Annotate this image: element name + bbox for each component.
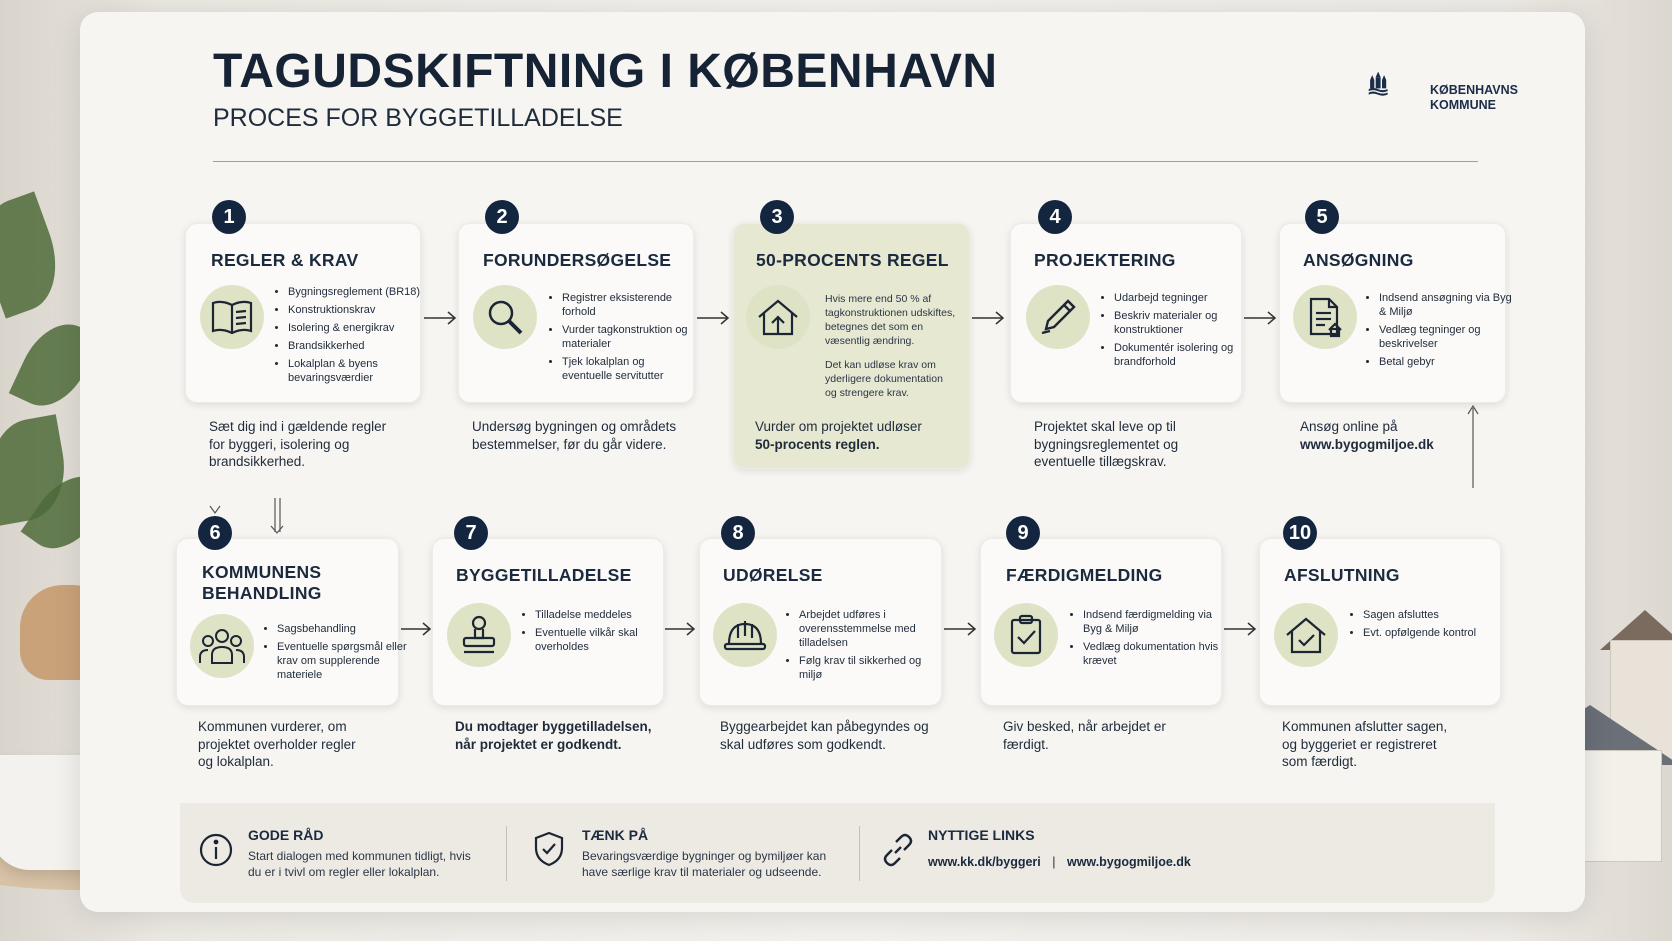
step-description-10: Kommunen afslutter sagen, og byggeriet er registreret som færdigt. [1282, 719, 1448, 769]
link-kk[interactable]: www.kk.dk/byggeri [928, 855, 1041, 869]
bullet-item: • Beskriv materialer og konstruktioner [1114, 309, 1244, 337]
footer-divider [506, 826, 507, 881]
house-arrow-icon [756, 297, 800, 337]
bullet-item: • Eventuelle spørgsmål eller krav om supplerende materiele [277, 640, 407, 682]
arrow-right-icon [970, 310, 1006, 326]
tips-text: Start dialogen med kommunen tidligt, hvis du er i tvivl om regler eller lokalplan. [248, 849, 471, 879]
step-icon-circle-5 [1293, 285, 1357, 349]
step-number-7: 7 [454, 516, 488, 550]
bullet-item: • Indsend ansøgning via Byg & Miljø [1379, 291, 1514, 319]
step-description-5-text: Ansøg online på [1300, 419, 1398, 434]
step-icon-circle-9 [994, 603, 1058, 667]
book-icon [210, 299, 254, 335]
copenhagen-logo-icon [1368, 45, 1424, 123]
bullet-item: • Vurder tagkonstruktion og materialer [562, 323, 697, 351]
step-title-4: PROJEKTERING [1034, 250, 1176, 270]
bullet-item: • Udarbejd tegninger [1114, 291, 1244, 305]
bullet-item: • Isolering & energikrav [288, 321, 428, 335]
page-title: TAGUDSKIFTNING I KØBENHAVN [213, 45, 998, 98]
logo-text [1430, 83, 1518, 113]
step-bullets-10 [1351, 608, 1503, 644]
shield-check-icon [532, 830, 566, 868]
step-title-9: FÆRDIGMELDING [1006, 565, 1163, 585]
step-number-10: 10 [1283, 516, 1317, 550]
arrow-right-icon [1222, 621, 1258, 637]
step-icon-circle-6 [190, 614, 254, 678]
step-number-8: 8 [721, 516, 755, 550]
arrow-right-icon [1242, 310, 1278, 326]
think-text: Bevaringsværdige bygninger og bymiljøer kan have særlige krav til materialer og udseende. [582, 849, 827, 879]
bullet-item: • Tilladelse meddeles [535, 608, 670, 622]
link-icon [880, 832, 916, 868]
step-bullets-5 [1367, 291, 1514, 373]
bullet-item: • Vedlæg tegninger og beskrivelser [1379, 323, 1514, 351]
step-bullets-6 [265, 622, 407, 686]
step-number-3: 3 [760, 200, 794, 234]
arrow-right-icon [942, 621, 978, 637]
step-icon-circle-4 [1026, 285, 1090, 349]
link-separator: | [1052, 855, 1056, 869]
step-bullets-9 [1071, 608, 1228, 672]
bullet-item: • Bygningsreglement (BR18) [288, 285, 428, 299]
step-title-5: ANSØGNING [1303, 250, 1414, 270]
step-description-7: Du modtager byggetilladelsen, når projektet er godkendt. [455, 719, 652, 752]
step-title-6: KOMMUNENS BEHANDLING [202, 562, 322, 603]
page-subtitle: PROCES FOR BYGGETILLADELSE [213, 104, 623, 132]
step-description-2: Undersøg bygningen og områdets bestemmelser, før du går videre. [472, 419, 677, 452]
step-title-3: 50-PROCENTS REGEL [756, 250, 949, 270]
step-description-5-link[interactable]: www.bygogmiljoe.dk [1300, 436, 1434, 452]
links-title: NYTTIGE LINKS [928, 827, 1035, 843]
arrow-right-icon [399, 621, 433, 637]
header-divider [213, 161, 1478, 162]
step-text-3b: Det kan udløse krav om yderligere dokumentation og strengere krav. [825, 359, 943, 399]
logo-line-1: KØBENHAVNS [1430, 83, 1518, 97]
house-check-icon [1284, 615, 1328, 655]
bullet-item: • Sagsbehandling [277, 622, 407, 636]
links-row [928, 855, 1191, 869]
stamp-icon [459, 614, 499, 656]
step-number-5: 5 [1305, 200, 1339, 234]
bullet-item: • Konstruktionskrav [288, 303, 428, 317]
document-icon [1305, 296, 1345, 338]
info-icon [198, 832, 234, 868]
bullet-item: • Sagen afsluttes [1363, 608, 1503, 622]
people-icon [198, 627, 246, 665]
bullet-item: • Eventuelle vilkår skal overholdes [535, 626, 670, 654]
magnifier-icon [485, 297, 525, 337]
pencil-icon [1038, 297, 1078, 337]
step-icon-circle-1 [200, 285, 264, 349]
step-title-10: AFSLUTNING [1284, 565, 1400, 585]
step-number-2: 2 [485, 200, 519, 234]
step-bullets-2 [550, 291, 697, 387]
step-title-1: REGLER & KRAV [211, 250, 359, 270]
bullet-item: • Betal gebyr [1379, 355, 1514, 369]
link-bygogmiljoe[interactable]: www.bygogmiljoe.dk [1066, 855, 1191, 869]
step-description-3-text: Vurder om projektet udløser [755, 419, 922, 434]
footer-divider [859, 826, 860, 881]
arrow-right-icon [695, 310, 731, 326]
step-description-9: Giv besked, når arbejdet er færdigt. [1003, 719, 1166, 752]
step-description-1: Sæt dig ind i gældende regler for byggeri, isolering og brandsikkerhed. [209, 419, 387, 469]
step-description-6: Kommunen vurderer, om projektet overholder regler og lokalplan. [198, 719, 356, 769]
bullet-item: • Lokalplan & byens bevaringsværdier [288, 357, 428, 385]
step-number-6: 6 [198, 516, 232, 550]
step-title-2: FORUNDERSØGELSE [483, 250, 672, 270]
step-title-8: UDØRELSE [723, 565, 823, 585]
bullet-item: • Følg krav til sikkerhed og miljø [799, 654, 939, 682]
step-bullets-1 [276, 285, 428, 389]
bullet-item: • Tjek lokalplan og eventuelle servitutter [562, 355, 697, 383]
bullet-item: • Brandsikkerhed [288, 339, 428, 353]
bullet-item: • Dokumentér isolering og brandforhold [1114, 341, 1244, 369]
arrow-right-icon [663, 621, 697, 637]
bullet-item: • Indsend færdigmelding via Byg & Miljø [1083, 608, 1228, 636]
logo-line-2: KOMMUNE [1430, 98, 1496, 112]
step-description-4: Projektet skal leve op til bygningsreglementet og eventuelle tillægskrav. [1034, 419, 1179, 469]
step-icon-circle-3 [746, 285, 810, 349]
step-text-3a: Hvis mere end 50 % af tagkonstruktionen udskiftes, betegnes det som en væsentlig ændring. [825, 293, 956, 347]
step-description-3-bold: 50-procents reglen. [755, 436, 880, 452]
step-bullets-4 [1102, 291, 1244, 373]
think-title: TÆNK PÅ [582, 827, 649, 843]
bullet-item: • Arbejdet udføres i overensstemmelse med tilladelsen [799, 608, 939, 650]
bullet-item: • Registrer eksisterende forhold [562, 291, 697, 319]
step-icon-circle-7 [447, 603, 511, 667]
step-icon-circle-8 [713, 603, 777, 667]
step-title-7: BYGGETILLADELSE [456, 565, 632, 585]
step-icon-circle-10 [1274, 603, 1338, 667]
bullet-item: • Evt. opfølgende kontrol [1363, 626, 1503, 640]
arrow-right-icon [422, 310, 458, 326]
helmet-icon [722, 618, 768, 652]
step-number-9: 9 [1006, 516, 1040, 550]
bullet-item: • Vedlæg dokumentation hvis krævet [1083, 640, 1228, 668]
tips-title: GODE RÅD [248, 827, 324, 843]
connector-line [205, 400, 1485, 535]
step-number-4: 4 [1038, 200, 1072, 234]
step-number-1: 1 [212, 200, 246, 234]
step-icon-circle-2 [473, 285, 537, 349]
clipboard-check-icon [1007, 614, 1045, 656]
step-bullets-7 [523, 608, 670, 658]
step-description-8: Byggearbejdet kan påbegyndes og skal udføres som godkendt. [720, 719, 929, 752]
plant-leaf [0, 191, 72, 318]
step-bullets-8 [787, 608, 939, 686]
